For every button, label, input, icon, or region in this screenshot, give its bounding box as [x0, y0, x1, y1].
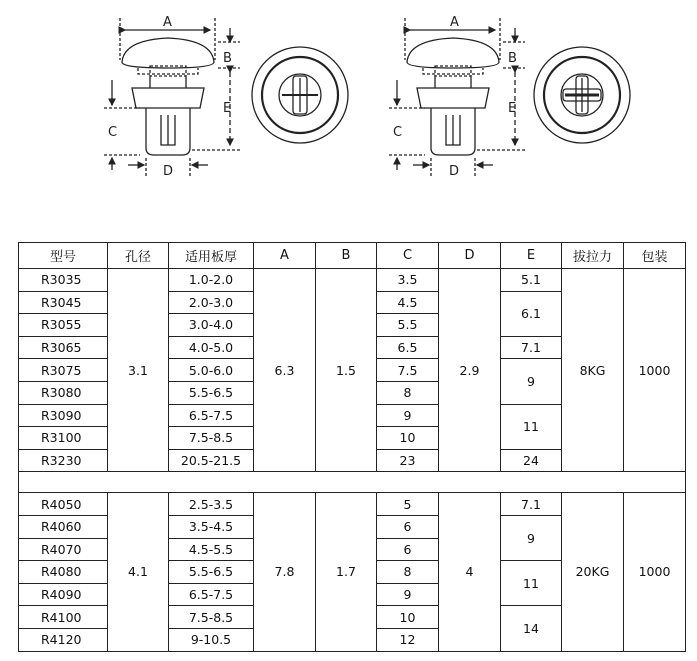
dim-c-label: C [108, 125, 118, 140]
pull-cell: 8KG [562, 269, 624, 472]
right-top-view [534, 47, 630, 143]
a-cell: 6.3 [254, 269, 316, 472]
b-cell: 1.5 [316, 269, 377, 472]
col-header: 型号 [19, 243, 108, 269]
thickness-cell: 2.0-3.0 [169, 291, 254, 314]
thickness-cell: 5.5-6.5 [169, 561, 254, 584]
thickness-cell: 20.5-21.5 [169, 449, 254, 472]
thickness-cell: 4.5-5.5 [169, 538, 254, 561]
dim-c-label-2: C [393, 125, 403, 140]
c-cell: 10 [377, 606, 439, 629]
dim-e-label-2: E [508, 101, 517, 116]
model-cell: R4050 [19, 493, 108, 516]
dim-a-label-2: A [450, 15, 459, 30]
model-cell: R4100 [19, 606, 108, 629]
dim-d-label-2: D [449, 164, 460, 179]
pack-cell: 1000 [624, 493, 686, 651]
col-header: D [439, 243, 501, 269]
dim-a-label: A [163, 15, 172, 30]
c-cell: 4.5 [377, 291, 439, 314]
thickness-cell: 3.5-4.5 [169, 515, 254, 538]
thickness-cell: 2.5-3.5 [169, 493, 254, 516]
c-cell: 23 [377, 449, 439, 472]
spec-table [18, 242, 686, 652]
rivet-technical-drawings [0, 0, 697, 215]
c-cell: 9 [377, 404, 439, 427]
thickness-cell: 7.5-8.5 [169, 427, 254, 450]
col-header: E [501, 243, 562, 269]
c-cell: 9 [377, 583, 439, 606]
model-cell: R3035 [19, 269, 108, 292]
e-cell: 11 [501, 561, 562, 606]
b-cell: 1.7 [316, 493, 377, 651]
e-cell: 7.1 [501, 336, 562, 359]
e-cell: 11 [501, 404, 562, 449]
model-cell: R3055 [19, 314, 108, 337]
model-cell: R4080 [19, 561, 108, 584]
model-cell: R3075 [19, 359, 108, 382]
thickness-cell: 6.5-7.5 [169, 404, 254, 427]
c-cell: 10 [377, 427, 439, 450]
e-cell: 9 [501, 515, 562, 560]
table-header-row [19, 243, 686, 269]
col-header: 适用板厚 [169, 243, 254, 269]
col-header: 孔径 [108, 243, 169, 269]
c-cell: 6 [377, 538, 439, 561]
thickness-cell: 6.5-7.5 [169, 583, 254, 606]
col-header: A [254, 243, 316, 269]
group-separator [19, 472, 686, 493]
e-cell: 14 [501, 606, 562, 651]
a-cell: 7.8 [254, 493, 316, 651]
dim-d-label: D [163, 164, 174, 179]
c-cell: 7.5 [377, 359, 439, 382]
hole-cell: 3.1 [108, 269, 169, 472]
table-row [19, 493, 686, 516]
pull-cell: 20KG [562, 493, 624, 651]
col-header: B [316, 243, 377, 269]
dim-e-label: E [223, 101, 232, 116]
thickness-cell: 5.0-6.0 [169, 359, 254, 382]
model-cell: R3100 [19, 427, 108, 450]
e-cell: 7.1 [501, 493, 562, 516]
d-cell: 2.9 [439, 269, 501, 472]
c-cell: 8 [377, 561, 439, 584]
c-cell: 12 [377, 628, 439, 651]
model-cell: R3065 [19, 336, 108, 359]
dim-b-label: B [223, 51, 232, 66]
model-cell: R4060 [19, 515, 108, 538]
thickness-cell: 4.0-5.0 [169, 336, 254, 359]
thickness-cell: 9-10.5 [169, 628, 254, 651]
thickness-cell: 7.5-8.5 [169, 606, 254, 629]
model-cell: R3230 [19, 449, 108, 472]
model-cell: R3090 [19, 404, 108, 427]
col-header: C [377, 243, 439, 269]
thickness-cell: 1.0-2.0 [169, 269, 254, 292]
e-cell: 6.1 [501, 291, 562, 336]
model-cell: R4070 [19, 538, 108, 561]
left-top-view [252, 47, 348, 143]
thickness-cell: 5.5-6.5 [169, 381, 254, 404]
model-cell: R4090 [19, 583, 108, 606]
left-side-view [104, 15, 240, 179]
model-cell: R3045 [19, 291, 108, 314]
model-cell: R4120 [19, 628, 108, 651]
e-cell: 9 [501, 359, 562, 404]
e-cell: 24 [501, 449, 562, 472]
hole-cell: 4.1 [108, 493, 169, 651]
col-header: 包装 [624, 243, 686, 269]
pack-cell: 1000 [624, 269, 686, 472]
right-side-view [389, 15, 525, 179]
d-cell: 4 [439, 493, 501, 651]
c-cell: 8 [377, 381, 439, 404]
c-cell: 5.5 [377, 314, 439, 337]
thickness-cell: 3.0-4.0 [169, 314, 254, 337]
table-row [19, 269, 686, 292]
c-cell: 6 [377, 515, 439, 538]
c-cell: 6.5 [377, 336, 439, 359]
col-header: 拔拉力 [562, 243, 624, 269]
c-cell: 5 [377, 493, 439, 516]
dim-b-label-2: B [508, 51, 517, 66]
c-cell: 3.5 [377, 269, 439, 292]
e-cell: 5.1 [501, 269, 562, 292]
model-cell: R3080 [19, 381, 108, 404]
